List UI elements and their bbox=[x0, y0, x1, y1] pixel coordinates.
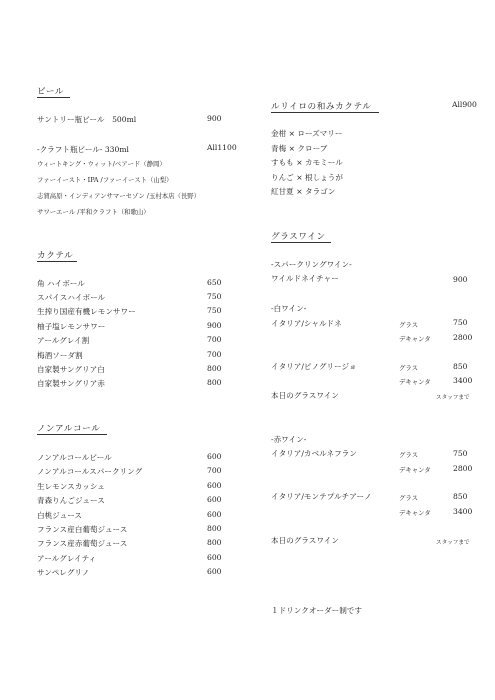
menu-item-name: 柚子塩レモンサワー bbox=[37, 322, 106, 331]
wine-price: 750 bbox=[453, 318, 468, 327]
menu-item-price: 800 bbox=[207, 378, 222, 387]
menu-item-name: 自家製サングリア赤 bbox=[37, 379, 105, 388]
menu-item-name: フランス産白葡萄ジュース bbox=[37, 525, 128, 534]
menu-item-name: 白桃ジュース bbox=[37, 511, 83, 520]
wine-name: ワイルドネイチャー bbox=[271, 274, 339, 283]
menu-item-name: ノンアルコールビール bbox=[37, 453, 112, 462]
serving-size-label: デキャンタ bbox=[399, 378, 431, 386]
divider bbox=[37, 261, 77, 262]
menu-item-price: 800 bbox=[207, 524, 222, 533]
wine-price: 3400 bbox=[453, 507, 473, 516]
menu-item-name: アールグレイ割 bbox=[37, 336, 90, 345]
wine-category-label: -スパークリングワイン- bbox=[271, 260, 352, 269]
menu-item-name: サントリー瓶ビール 500ml bbox=[37, 115, 137, 124]
menu-item-price: 600 bbox=[207, 553, 222, 562]
menu-item-price: 750 bbox=[207, 292, 222, 301]
craft-beer-item: 志賀高原・インディアンサマーセゾン /玉村本店（長野） bbox=[37, 192, 201, 200]
serving-size-label: グラス bbox=[399, 494, 418, 502]
craft-beer-item: サワーエール /平和クラフト（和歌山） bbox=[37, 208, 150, 216]
menu-item-name: 自家製サングリア白 bbox=[37, 365, 105, 374]
menu-item-price: 600 bbox=[207, 510, 222, 519]
wine-name: イタリア/シャルドネ bbox=[271, 319, 342, 328]
wine-price: 900 bbox=[453, 275, 468, 284]
menu-item-name: 梅酒ソーダ割 bbox=[37, 351, 83, 360]
section-title-beer: ビール bbox=[37, 87, 65, 97]
wine-price: 750 bbox=[453, 449, 468, 458]
divider bbox=[37, 97, 70, 98]
wine-name: 本日のグラスワイン bbox=[271, 536, 339, 545]
wine-name: イタリア/カベルネフラン bbox=[271, 449, 357, 458]
menu-item-name: 青森りんごジュース bbox=[37, 496, 105, 505]
menu-item-price: 600 bbox=[207, 495, 222, 504]
wine-name: イタリア/ピノグリージョ bbox=[271, 362, 357, 371]
wine-price: 2800 bbox=[453, 333, 473, 342]
cocktail-pairing: 紅甘夏 × タラゴン bbox=[271, 187, 336, 196]
serving-size-label: グラス bbox=[399, 364, 418, 372]
wine-category-label: -赤ワイン- bbox=[271, 435, 307, 444]
serving-size-label: デキャンタ bbox=[399, 466, 431, 474]
menu-item-price: All1100 bbox=[207, 143, 237, 152]
menu-item-price: 600 bbox=[207, 481, 222, 490]
serving-size-label: グラス bbox=[399, 321, 418, 329]
menu-item-price: 600 bbox=[207, 567, 222, 576]
menu-item-price: 700 bbox=[207, 335, 222, 344]
section-title-liqueur-cocktail: ルリイロの和みカクテル bbox=[271, 102, 372, 112]
serving-size-label: グラス bbox=[399, 451, 418, 459]
wine-name: イタリア/モンテプルチアーノ bbox=[271, 492, 372, 501]
staff-note: スタッフまで bbox=[436, 395, 470, 401]
menu-item-name: 生レモンスカッシュ bbox=[37, 482, 105, 491]
cocktail-pairing: 青梅 × クローブ bbox=[271, 144, 328, 153]
menu-item-name: フランス産赤葡萄ジュース bbox=[37, 539, 128, 548]
cocktail-pairing: 金柑 × ローズマリー bbox=[271, 129, 343, 138]
menu-item-name: -クラフト瓶ビール- 330ml bbox=[37, 145, 129, 154]
cocktail-pairing: りんご × 根しょうが bbox=[271, 173, 343, 182]
menu-item-price: 700 bbox=[207, 466, 222, 475]
menu-item-price: 900 bbox=[207, 321, 222, 330]
menu-item-name: 生搾り国産有機レモンサワー bbox=[37, 307, 136, 316]
cocktail-pairing: すもも × カモミール bbox=[271, 158, 343, 167]
menu-item-price: 700 bbox=[207, 350, 222, 359]
wine-price: 850 bbox=[453, 362, 468, 371]
staff-note: スタッフまで bbox=[436, 540, 470, 546]
one-drink-order-note: １ドリンクオーダー制です bbox=[271, 606, 362, 615]
section-title-glass-wine: グラスワイン bbox=[271, 232, 326, 242]
menu-item-name: 角 ハイボール bbox=[37, 279, 85, 288]
menu-item-name: スパイスハイボール bbox=[37, 293, 106, 302]
menu-item-price: 650 bbox=[207, 278, 222, 287]
divider bbox=[271, 242, 331, 243]
wine-price: 2800 bbox=[453, 464, 473, 473]
serving-size-label: デキャンタ bbox=[399, 335, 431, 343]
wine-category-label: -白ワイン- bbox=[271, 304, 307, 313]
menu-item-name: サンペレグリノ bbox=[37, 568, 90, 577]
wine-price: 850 bbox=[453, 492, 468, 501]
menu-item-price: 800 bbox=[207, 538, 222, 547]
divider bbox=[271, 112, 379, 113]
menu-item-price: 900 bbox=[207, 114, 222, 123]
menu-item-price: 750 bbox=[207, 306, 222, 315]
craft-beer-item: ウィートキング・ウィット/ベアード（静岡） bbox=[37, 160, 166, 168]
section-title-nonalcohol: ノンアルコール bbox=[37, 424, 101, 434]
craft-beer-item: ファーイースト・IPA /ファーイースト（山梨） bbox=[37, 176, 173, 184]
menu-item-name: アールグレイティ bbox=[37, 554, 97, 563]
section-title-cocktail: カクテル bbox=[37, 251, 74, 261]
wine-price: 3400 bbox=[453, 376, 473, 385]
menu-item-price: 600 bbox=[207, 452, 222, 461]
menu-item-price: 800 bbox=[207, 364, 222, 373]
menu-item-name: ノンアルコールスパークリング bbox=[37, 467, 143, 476]
serving-size-label: デキャンタ bbox=[399, 509, 431, 517]
wine-name: 本日のグラスワイン bbox=[271, 391, 339, 400]
section-price: All900 bbox=[452, 100, 477, 109]
divider bbox=[37, 434, 107, 435]
